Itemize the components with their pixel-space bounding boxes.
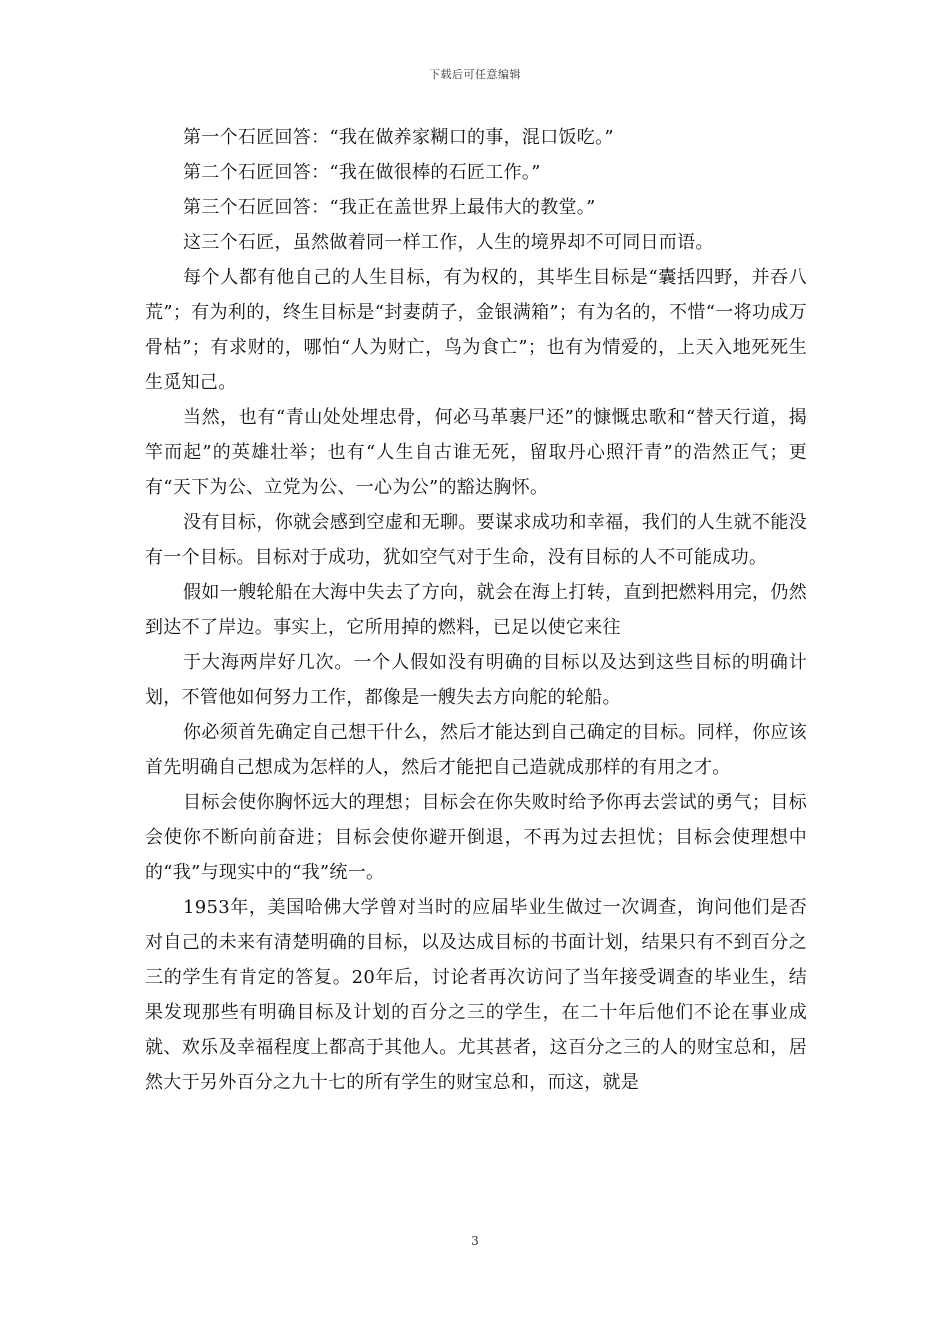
page-number: 3: [471, 1234, 479, 1248]
document-body: [145, 120, 807, 1100]
paragraph: 1953年，美国哈佛大学曾对当时的应届毕业生做过一次调查，询问他们是否对自己的未来有清楚明确的目标，以及达成目标的书面计划，结果只有不到百分之三的学生有肯定的答复。20年后，讨论者再次访问了当年接受调查的毕业生，结果发现那些有明确目标及计划的百分之三的学生，在二十年后他们不论在事业成就、欢乐及幸福程度上都高于其他人。尤其甚者，这百分之三的人的财宝总和，居然大于另外百分之九十七的所有学生的财宝总和，而这，就是: [145, 897, 807, 1093]
paragraph: 假如一艘轮船在大海中失去了方向，就会在海上打转，直到把燃料用完，仍然到达不了岸边。事实上，它所用掉的燃料，已足以使它来往: [145, 582, 807, 638]
paragraph: 没有目标，你就会感到空虚和无聊。要谋求成功和幸福，我们的人生就不能没有一个目标。目标对于成功，犹如空气对于生命，没有目标的人不可能成功。: [145, 512, 807, 568]
paragraph: 每个人都有他自己的人生目标，有为权的，其毕生目标是“囊括四野，并吞八荒”；有为利的，终生目标是“封妻荫子，金银满箱”；有为名的，不惜“一将功成万骨枯”；有求财的，哪怕“人为财亡，鸟为食亡”；也有为情爱的，上天入地死死生生觅知己。: [145, 267, 807, 393]
paragraph: 第二个石匠回答：“我在做很棒的石匠工作。”: [183, 162, 541, 183]
paragraph: 第三个石匠回答：“我正在盖世界上最伟大的教堂。”: [183, 197, 596, 218]
paragraph: 目标会使你胸怀远大的理想；目标会在你失败时给予你再去尝试的勇气；目标会使你不断向前奋进；目标会使你避开倒退，不再为过去担忧；目标会使理想中的“我”与现实中的“我”统一。: [145, 792, 807, 883]
page-header: 下载后可任意编辑: [429, 68, 521, 81]
paragraph: 第一个石匠回答：“我在做养家糊口的事，混口饭吃。”: [183, 127, 614, 148]
paragraph: 于大海两岸好几次。一个人假如没有明确的目标以及达到这些目标的明确计划，不管他如何努力工作，都像是一艘失去方向舵的轮船。: [145, 652, 807, 708]
paragraph: 你必须首先确定自己想干什么，然后才能达到自己确定的目标。同样，你应该首先明确自己想成为怎样的人，然后才能把自己造就成那样的有用之才。: [145, 722, 807, 778]
paragraph: 这三个石匠，虽然做着同一样工作，人生的境界却不可同日而语。: [183, 232, 714, 253]
paragraph: 当然，也有“青山处处埋忠骨，何必马革裹尸还”的慷慨忠歌和“替天行道，揭竿而起”的英雄壮举；也有“人生自古谁无死，留取丹心照汗青”的浩然正气；更有“天下为公、立党为公、一心为公”的豁达胸怀。: [145, 407, 807, 498]
